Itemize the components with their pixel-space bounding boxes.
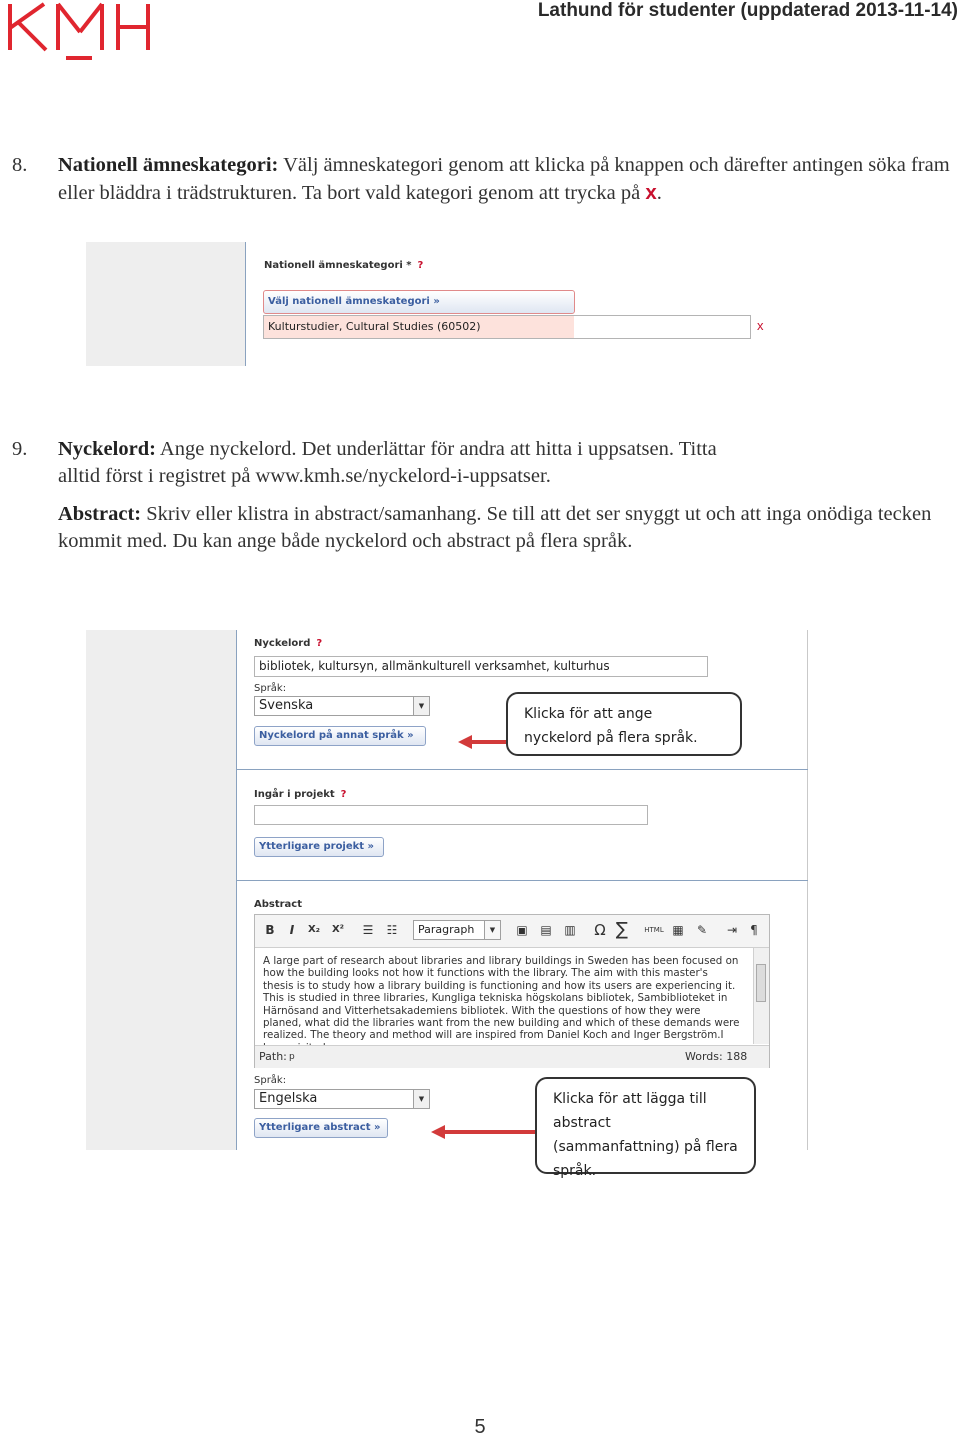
path-label: Path: bbox=[259, 1050, 287, 1063]
more-abstract-button[interactable]: Ytterligare abstract » bbox=[254, 1118, 388, 1138]
omega-icon[interactable]: Ω bbox=[594, 921, 606, 939]
project-input[interactable] bbox=[254, 805, 648, 825]
section-8-number: 8. bbox=[12, 154, 28, 176]
page-number: 5 bbox=[474, 1416, 486, 1438]
document-title: Lathund för studenter (uppdaterad 2013-11-14) bbox=[537, 0, 958, 21]
section-9-number: 9. bbox=[12, 438, 28, 460]
callout-keywords: Klicka för att ange nyckelord på flera språk. bbox=[506, 692, 742, 756]
abstract-heading: Abstract: bbox=[58, 503, 142, 525]
callout-abstract: Klicka för att lägga till abstract (sammanfattning) på flera språk. bbox=[535, 1077, 756, 1174]
editor-statusbar bbox=[255, 1045, 769, 1068]
remove-x-mention: x bbox=[645, 181, 657, 204]
sigma-icon[interactable]: ∑ bbox=[615, 919, 629, 940]
path-value: p bbox=[289, 1052, 295, 1062]
project-label: Ingår i projekt ? bbox=[254, 789, 347, 800]
help-icon[interactable]: ? bbox=[417, 260, 424, 271]
table-icon[interactable]: ▦ bbox=[672, 923, 684, 937]
chevron-down-icon: ▼ bbox=[413, 697, 429, 715]
paste-text-icon[interactable]: ▤ bbox=[540, 923, 552, 937]
section-8-text: Välj ämneskategori genom att klicka på knappen och därefter antingen söka fram eller bläddra i trädstrukturen. Ta bort vald kategori genom att trycka på bbox=[58, 154, 950, 204]
section-9-text: Ange nyckelord. Det underlättar för andra att hitta i uppsatsen. Titta alltid först i registret på www.kmh.se/nyckelord-i-uppsatser. bbox=[58, 438, 717, 487]
section-9 bbox=[12, 436, 958, 490]
abstract-language-select[interactable]: Engelska ▼ bbox=[254, 1089, 430, 1109]
section-9-heading: Nyckelord: bbox=[58, 438, 156, 460]
section-8: 8. Nationell ämneskategori: Välj ämneskategori genom att klicka på knappen och därefter antingen söka fram eller bläddra i trädstrukturen. Ta bort vald kategori genom att trycka på x. bbox=[12, 154, 950, 204]
chevron-down-icon: ▼ bbox=[413, 1090, 429, 1108]
section-8-heading: Nationell ämneskategori: bbox=[58, 154, 279, 176]
screenshot-keywords-abstract bbox=[86, 630, 808, 1150]
numbered-list-icon[interactable]: ☷ bbox=[386, 923, 398, 937]
subscript-button[interactable]: X₂ bbox=[307, 924, 321, 935]
remove-category-button[interactable]: x bbox=[757, 318, 764, 333]
more-keywords-button[interactable]: Nyckelord på annat språk » bbox=[254, 726, 426, 746]
scrollbar-thumb[interactable] bbox=[756, 964, 766, 1002]
format-select[interactable]: Paragraph ▼ bbox=[413, 920, 501, 940]
language-label: Språk: bbox=[254, 683, 287, 694]
language-label: Språk: bbox=[254, 1075, 287, 1086]
cleanup-icon[interactable]: ✎ bbox=[696, 923, 708, 937]
bullet-list-icon[interactable]: ☰ bbox=[362, 923, 374, 937]
help-icon[interactable]: ? bbox=[340, 789, 347, 800]
abstract-editor bbox=[254, 914, 770, 1068]
ltr-icon[interactable]: ⇥ bbox=[726, 923, 738, 937]
paste-word-icon[interactable]: ▥ bbox=[564, 923, 576, 937]
keywords-label: Nyckelord ? bbox=[254, 638, 323, 649]
paragraph-mark-icon[interactable]: ¶ bbox=[750, 923, 758, 937]
help-icon[interactable]: ? bbox=[316, 638, 323, 649]
html-button[interactable]: HTML bbox=[644, 926, 664, 934]
language-select[interactable]: Svenska ▼ bbox=[254, 696, 430, 716]
editor-toolbar bbox=[255, 915, 769, 948]
selected-subject-category: Kulturstudier, Cultural Studies (60502) bbox=[263, 315, 751, 339]
italic-button[interactable]: I bbox=[289, 923, 295, 937]
kmh-logo bbox=[6, 2, 152, 62]
abstract-text-area[interactable]: A large part of research about libraries and library buildings in Sweden has been focused on how the building looks not how it functions with the library. The aim with this master's thesis is to study how a library building is functioning and how its users are experiencing it. This is studied in three libraries, Kungliga tekniska högskolans bibliotek, Sambiblioteket in Härnösand and Vitterhetsakademiens bibliotek. With the questions of how they were planed, what did the libraries want from the new building and which of these demands were realized. The theory and method will are inspired from Daniel Koch and Inger Bergström.I bbox=[263, 955, 740, 1042]
abstract-instructions: Skriv eller klistra in abstract/samanhang. Se till att det ser snyggt ut och att inga onödiga tecken kommit med. Du kan ange både nyckelord och abstract på flera språk. bbox=[58, 503, 932, 552]
chevron-down-icon: ▼ bbox=[484, 921, 500, 939]
editor-scrollbar[interactable] bbox=[753, 948, 769, 1044]
word-count: Words: 188 bbox=[685, 1050, 748, 1063]
bold-button[interactable]: B bbox=[265, 923, 275, 937]
abstract-label: Abstract bbox=[254, 899, 303, 910]
abstract-paragraph bbox=[12, 501, 958, 555]
keywords-input[interactable]: bibliotek, kultursyn, allmänkulturell verksamhet, kulturhus bbox=[254, 656, 708, 677]
superscript-button[interactable]: X² bbox=[331, 924, 345, 935]
paste-icon[interactable]: ▣ bbox=[516, 923, 528, 937]
choose-subject-category-button[interactable]: Välj nationell ämneskategori » bbox=[263, 290, 575, 314]
more-projects-button[interactable]: Ytterligare projekt » bbox=[254, 837, 384, 857]
screenshot-subject-category bbox=[86, 242, 854, 366]
subject-category-label: Nationell ämneskategori * ? bbox=[264, 260, 424, 271]
